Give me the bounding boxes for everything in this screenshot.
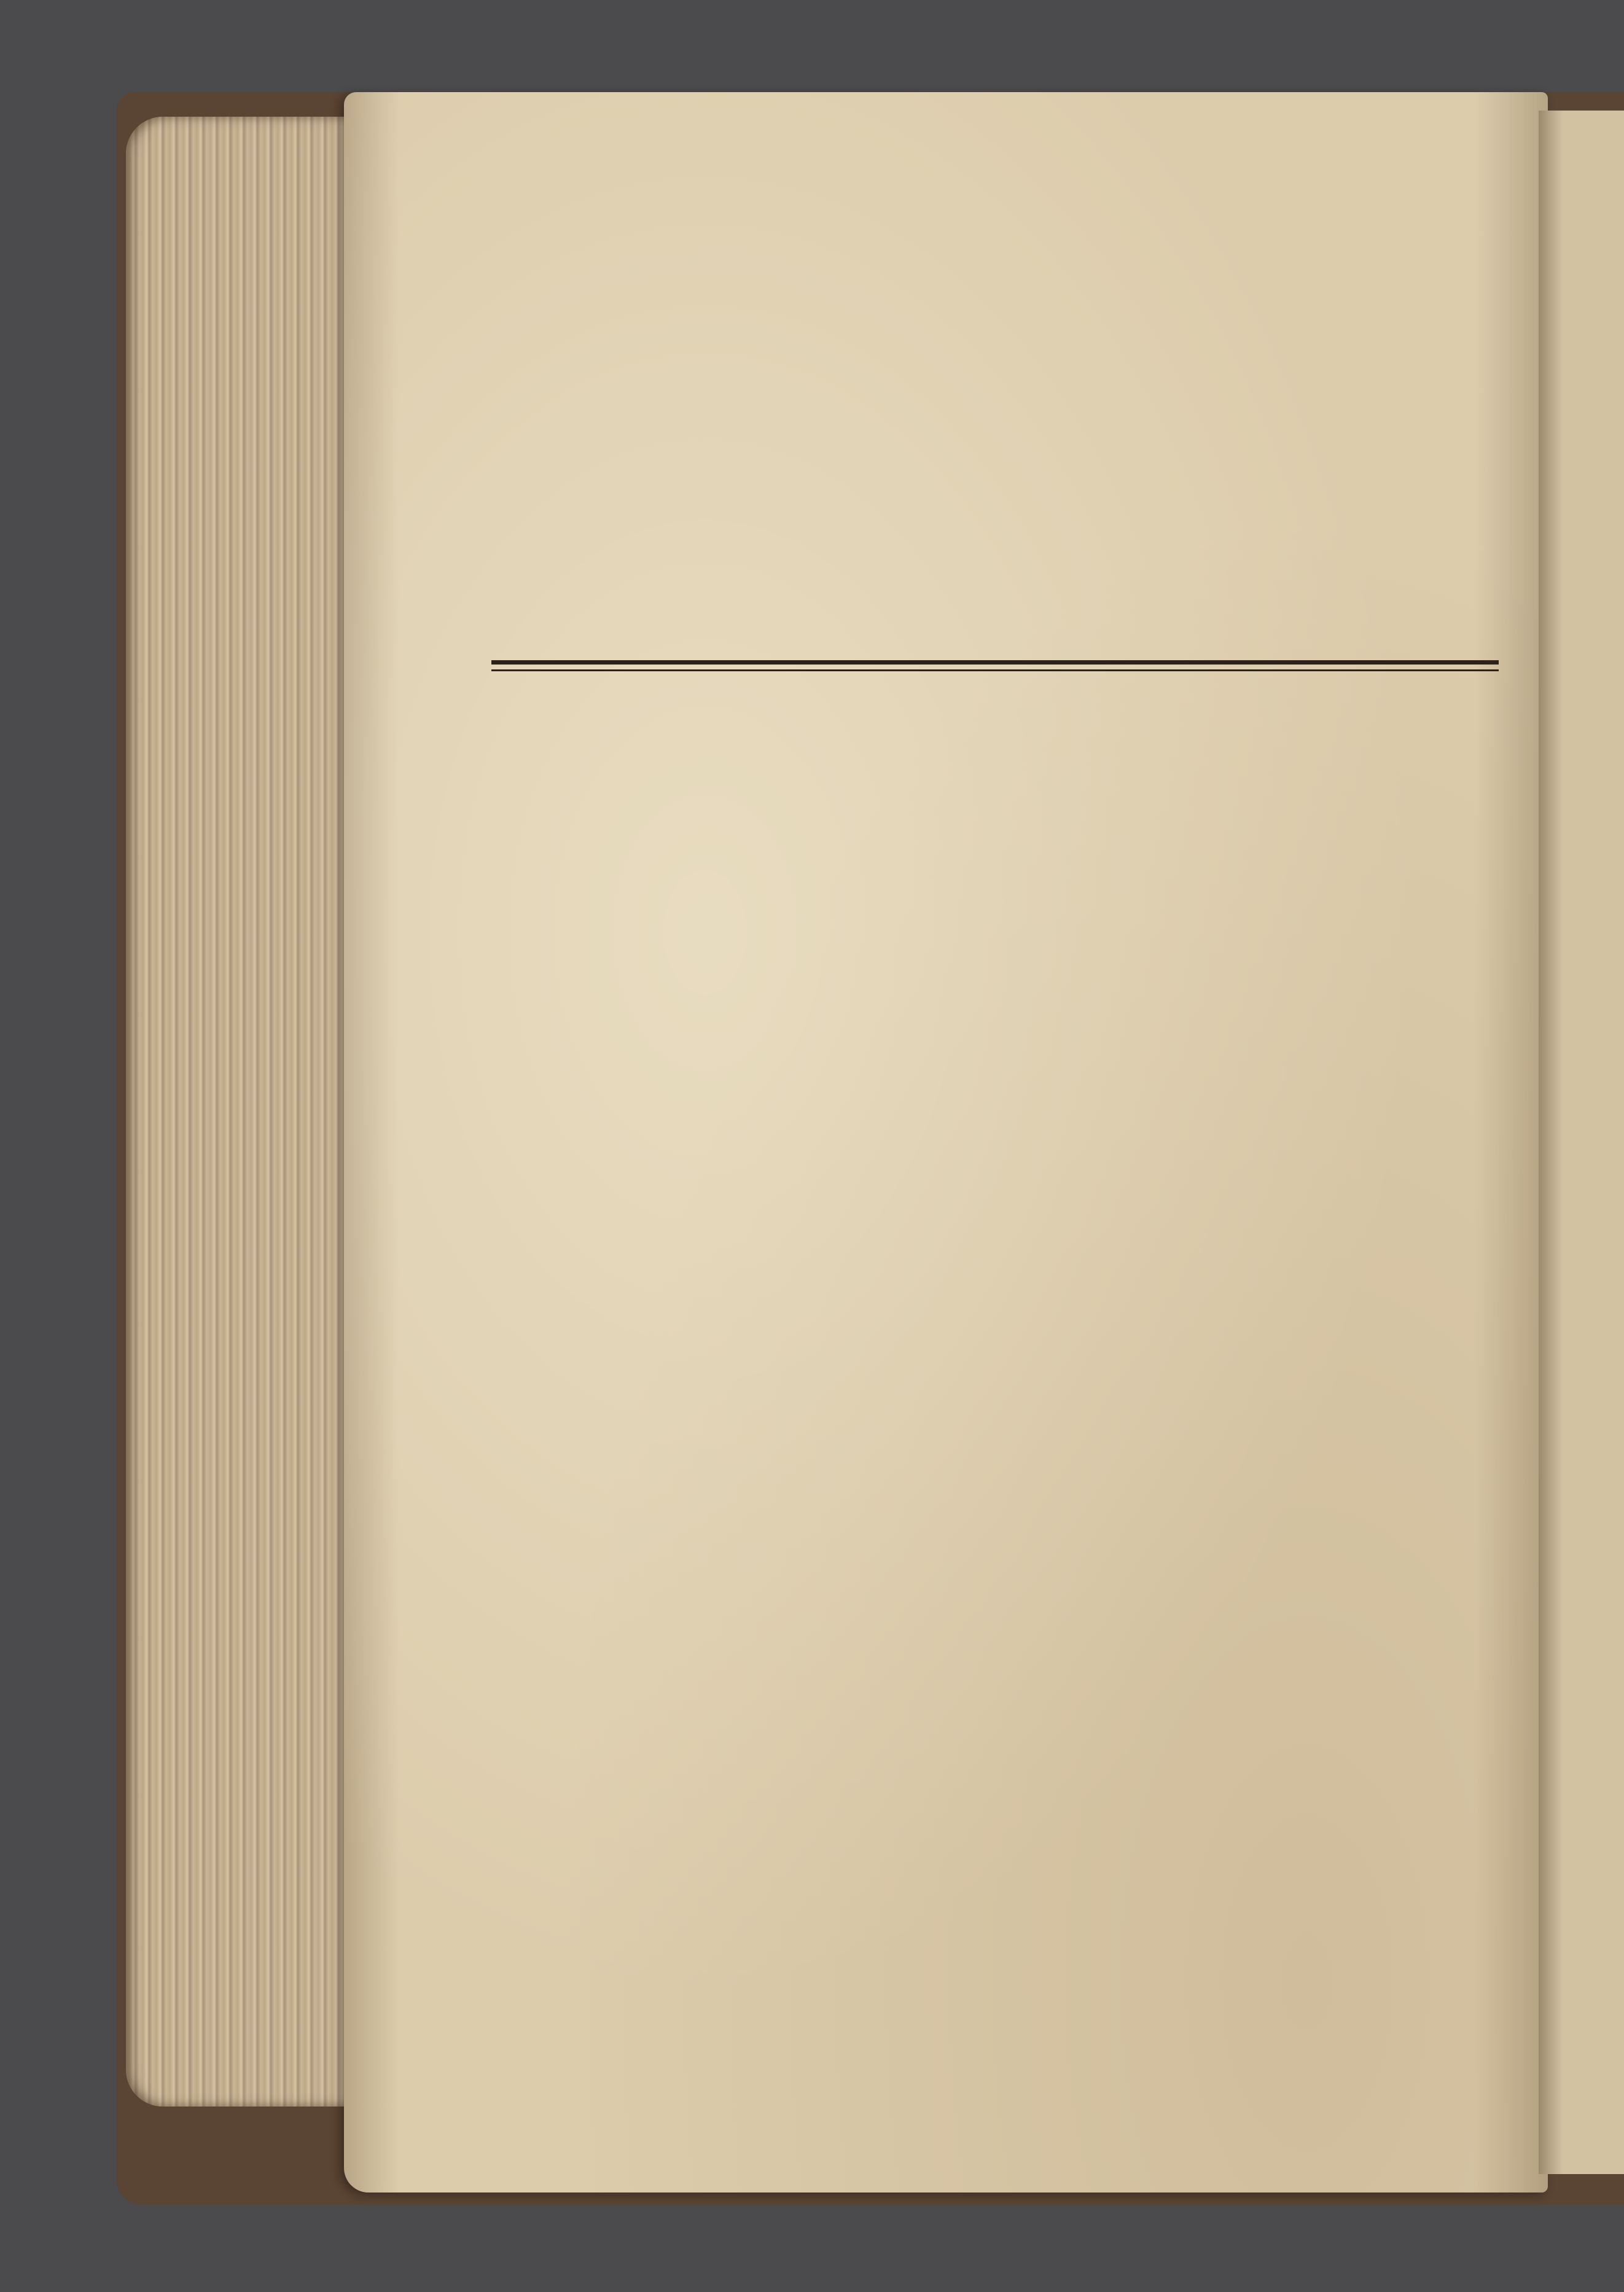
section-rule xyxy=(491,660,1499,665)
book-page xyxy=(344,92,1548,2193)
page-header xyxy=(473,129,1517,197)
section-rule-thin xyxy=(491,669,1499,671)
facing-page xyxy=(1539,111,1624,2174)
